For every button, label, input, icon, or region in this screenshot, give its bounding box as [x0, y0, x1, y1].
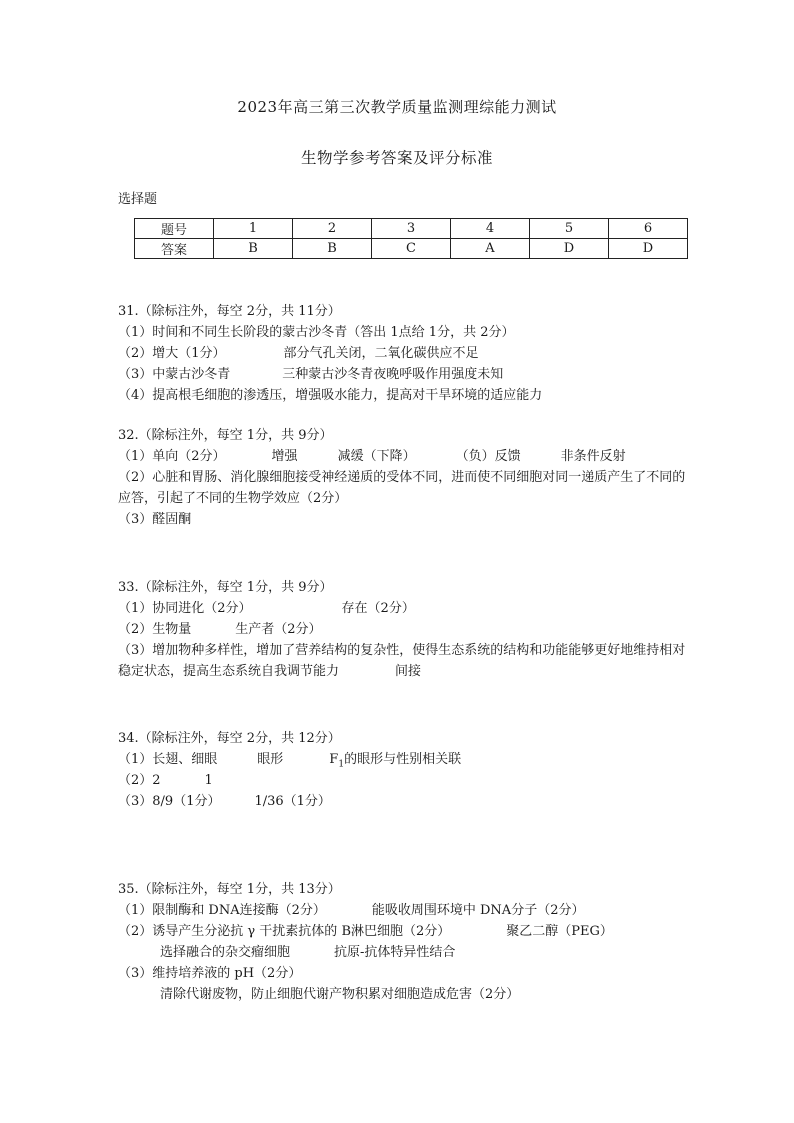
- answer-line: （2）心脏和胃肠、消化腺细胞接受神经递质的受体不同，进而使不同细胞对同一递质产生了不同的应答，引起了不同的生物学效应（2分）: [118, 470, 686, 506]
- answer-line: 清除代谢废物，防止细胞代谢产物积累对细胞造成危害（2分）: [160, 987, 520, 1002]
- table-row: [135, 239, 688, 259]
- question-34: [118, 728, 698, 812]
- answer-line: （2）诱导产生分泌抗 γ 干扰素抗体的 B淋巴细胞（2分） 聚乙二醇（PEG）: [118, 924, 613, 939]
- answer-line: （4）提高根毛细胞的渗透压，增强吸水能力，提高对干旱环境的适应能力: [118, 388, 543, 403]
- page-title: 2023年高三第三次教学质量监测理综能力测试: [237, 98, 557, 116]
- question-35: [118, 879, 698, 1005]
- answer-line: （3）8/9（1分） 1/36（1分）: [118, 794, 331, 809]
- answer-line: 选择融合的杂交瘤细胞 抗原-抗体特异性结合: [160, 945, 456, 960]
- question-number: 6: [609, 219, 688, 239]
- table-row: [135, 219, 688, 239]
- answer-cell: D: [609, 239, 688, 259]
- answer-line: （3）醛固酮: [118, 512, 192, 527]
- question-number: 2: [293, 219, 372, 239]
- question-number: 4: [451, 219, 530, 239]
- answer-cell: A: [451, 239, 530, 259]
- answer-line: （3）维持培养液的 pH（2分）: [118, 966, 302, 981]
- question-number: 1: [214, 219, 293, 239]
- answer-line: （2）2 1: [118, 773, 213, 788]
- answer-cell: C: [372, 239, 451, 259]
- page-subtitle: 生物学参考答案及评分标准: [300, 149, 493, 167]
- question-number: 5: [530, 219, 609, 239]
- mc-section-label: 选择题: [118, 192, 158, 207]
- question-heading: 33.（除标注外，每空 1分，共 9分）: [118, 580, 333, 595]
- answer-line: （3）增加物种多样性，增加了营养结构的复杂性，使得生态系统的结构和功能能够更好地维持相对稳定状态，提高生态系统自我调节能力 间接: [118, 643, 686, 679]
- mc-answer-table: [134, 218, 688, 259]
- question-heading: 34.（除标注外，每空 2分，共 12分）: [118, 731, 341, 746]
- answer-line: （1）时间和不同生长阶段的蒙古沙冬青（答出 1点给 1分，共 2分）: [118, 325, 515, 340]
- question-31: [118, 301, 698, 406]
- answer-cell: B: [214, 239, 293, 259]
- answer-line: （1）限制酶和 DNA连接酶（2分） 能吸收周围环境中 DNA分子（2分）: [118, 903, 585, 918]
- question-32: [118, 425, 698, 530]
- answer-cell: B: [293, 239, 372, 259]
- question-heading: 31.（除标注外，每空 2分，共 11分）: [118, 304, 341, 319]
- answer-line: （1）单向（2分） 增强 减缓（下降） （负）反馈 非条件反射: [118, 449, 626, 464]
- question-heading: 35.（除标注外，每空 1分，共 13分）: [118, 882, 341, 897]
- answer-line: （1）长翅、细眼 眼形 $F_1$的眼形与性别相关联: [118, 752, 462, 770]
- row-header-answer: 答案: [135, 239, 214, 259]
- question-heading: 32.（除标注外，每空 1分，共 9分）: [118, 428, 333, 443]
- answer-line: （2）增大（1分） 部分气孔关闭，二氧化碳供应不足: [118, 346, 479, 361]
- answer-line: （3）中蒙古沙冬青 三种蒙古沙冬青夜晚呼吸作用强度未知: [118, 367, 504, 382]
- answer-cell: D: [530, 239, 609, 259]
- answer-line: （1）协同进化（2分） 存在（2分）: [118, 601, 415, 616]
- row-header-question: 题号: [135, 219, 214, 239]
- question-33: [118, 577, 698, 682]
- answer-line: （2）生物量 生产者（2分）: [118, 622, 322, 637]
- question-number: 3: [372, 219, 451, 239]
